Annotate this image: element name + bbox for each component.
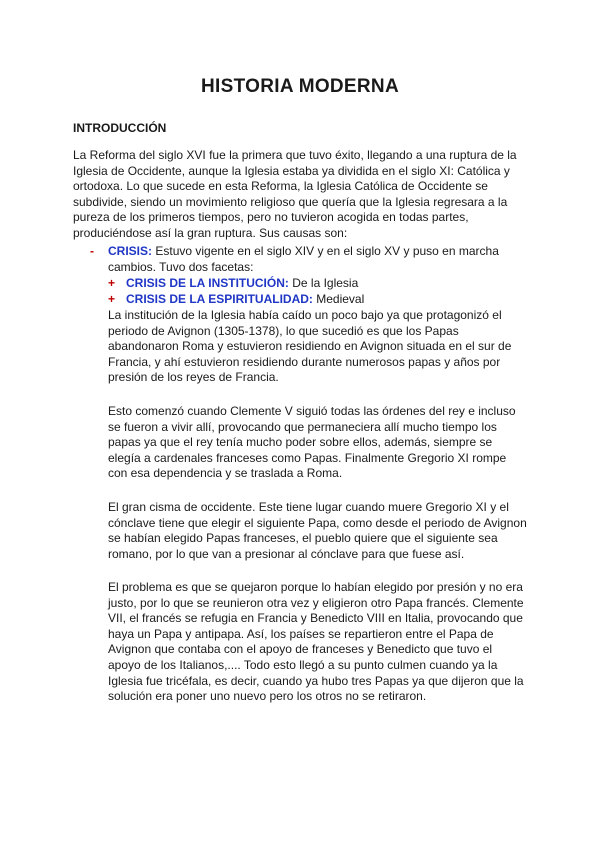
intro-paragraph: La Reforma del siglo XVI fue la primera que tuvo éxito, llegando a una ruptura de la Iglesia de Occidente, aunque la Iglesia estaba ya dividida en el siglo XI: Católica y ortodoxa. Lo que sucede en esta Reforma, la Iglesia Católica de Occidente se subdivide, siendo un movimiento religioso que quería que la Iglesia regresara a la pureza de los primeros tiempos, pero no tuvieron acogida en todas partes, produciéndose así la gran ruptura. Sus causas son: <box>73 148 517 240</box>
bullet-crisis <box>90 244 538 275</box>
sub-item-institucion <box>108 276 546 292</box>
sub-item-marker: + <box>108 276 116 290</box>
page-title: HISTORIA MODERNA <box>201 76 399 97</box>
bullet-marker: - <box>90 244 94 258</box>
bullet-text: Estuvo vigente en el siglo XIV y en el siglo XV y puso en marcha cambios. Tuvo dos facetas: <box>108 244 499 274</box>
paragraph-avignon: La institución de la Iglesia había caído un poco bajo ya que protagonizó el periodo de Avignon (1305-1378), lo que sucedió es que los Papas abandonaron Roma y estuvieron residiendo en Avignon situada en el sur de Francia, y ahí estuvieron residiendo durante numerosos papas y años por presión de los reyes de Francia. <box>108 308 512 385</box>
bullet-label: CRISIS: <box>108 244 153 258</box>
paragraph-cisma: El gran cisma de occidente. Este tiene lugar cuando muere Gregorio XI y el cónclave tiene que elegir el siguiente Papa, como desde el periodo de Avignon se habían elegido Papas franceses, el pueblo quiere que el siguiente sea romano, por lo que van a presionar al cónclave para que fuese así. <box>108 500 527 561</box>
sub-item-label: CRISIS DE LA ESPIRITUALIDAD: <box>126 292 313 306</box>
paragraph-clemente: Esto comenzó cuando Clemente V siguió todas las órdenes del rey e incluso se fueron a vivir allí, provocando que permaneciera allí mucho tiempo los papas ya que el rey tenía mucho poder sobre ellos, además, siempre se elegía a cardenales franceses como Papas. Finalmente Gregorio XI rompe con esa dependencia y se traslada a Roma. <box>108 404 516 481</box>
sub-item-text: De la Iglesia <box>288 276 359 290</box>
sub-item-marker: + <box>108 292 116 306</box>
sub-item-text: Medieval <box>312 292 365 306</box>
section-heading: INTRODUCCIÓN <box>73 121 167 135</box>
sub-item-label: CRISIS DE LA INSTITUCIÓN: <box>126 276 289 290</box>
paragraph-problema: El problema es que se quejaron porque lo habían elegido por presión y no era justo, por lo que se reunieron otra vez y eligieron otro Papa francés. Clemente VII, el francés se refugia en Francia y Benedicto VIII en Italia, provocando que haya un Papa y antipapa. Así, los países se repartieron entre el Papa de Avignon que contaba con el apoyo de franceses y Benedicto que tuvo el apoyo de los Italianos,.... Todo esto llegó a su punto culmen cuando ya la Iglesia fue tricéfala, es decir, cuando ya hubo tres Papas ya que dijeron que la solución era poner uno nuevo pero los otros no se retiraron. <box>108 580 524 704</box>
sub-item-espiritualidad <box>108 292 546 308</box>
